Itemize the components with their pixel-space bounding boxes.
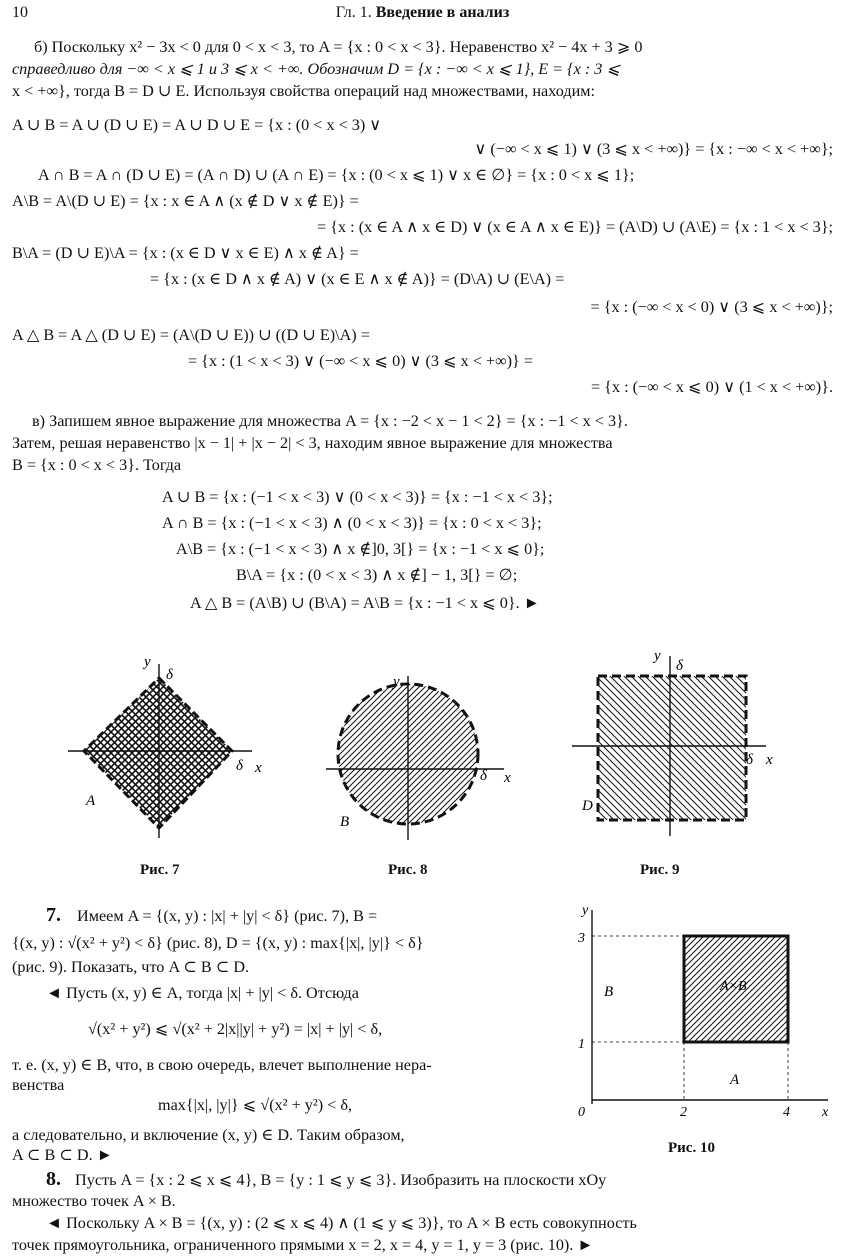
figure-caption: Рис. 10 xyxy=(668,1140,715,1156)
figure-7 xyxy=(62,648,282,848)
x-axis-label: x xyxy=(504,770,511,786)
text-line: справедливо для −∞ < x ⩽ 1 и 3 ⩽ x < +∞. Обозначим D = {x : −∞ < x ⩽ 1}, E = {x : 3 ⩽ xyxy=(12,60,621,78)
chapter-number: Гл. 1. xyxy=(335,4,372,21)
delta-label: δ xyxy=(166,667,173,683)
equation-line: A △ B = A △ (D ∪ E) = (A\(D ∪ E)) ∪ ((D ∪ E)\A) = xyxy=(12,326,370,344)
set-a-region xyxy=(84,678,232,828)
equation-line: A\B = {x : (−1 < x < 3) ∧ x ∉]0, 3[} = {x : −1 < x ⩽ 0}; xyxy=(176,540,545,558)
figure-caption: Рис. 7 xyxy=(140,862,180,878)
formula: max{|x|, |y|} ⩽ √(x² + y²) < δ, xyxy=(158,1096,352,1114)
equation-line: ∨ (−∞ < x ⩽ 1) ∨ (3 ⩽ x < +∞)} = {x : −∞ < x < +∞}; xyxy=(474,140,833,158)
text-line: x < +∞}, тогда B = D ∪ E. Используя свойства операций над множествами, находим: xyxy=(12,82,595,100)
figure-8 xyxy=(320,666,520,846)
equation-line: = {x : (x ∈ D ∧ x ∉ A) ∨ (x ∈ E ∧ x ∉ A)} = (D\A) ∪ (E\A) = xyxy=(150,270,565,288)
figure-caption: Рис. 9 xyxy=(640,862,680,878)
set-label: A xyxy=(730,1072,740,1088)
text-line: множество точек A × B. xyxy=(12,1192,176,1210)
equation-line: = {x : (1 < x < 3) ∨ (−∞ < x ⩽ 0) ∨ (3 ⩽ x < +∞)} = xyxy=(188,352,534,370)
figure-10 xyxy=(568,904,836,1124)
problem-number: 7. xyxy=(46,904,61,926)
x-axis-label: x xyxy=(766,752,773,768)
running-header xyxy=(12,4,833,26)
text-line: венства xyxy=(12,1076,65,1094)
text-line: а следовательно, и включение (x, y) ∈ D. Таким образом, xyxy=(12,1126,405,1144)
tick-label: 3 xyxy=(578,931,585,946)
set-label: D xyxy=(582,798,593,814)
delta-label: δ xyxy=(480,768,487,784)
text-line: B = {x : 0 < x < 3}. Тогда xyxy=(12,456,182,474)
page-number: 10 xyxy=(12,4,28,21)
delta-label: δ xyxy=(676,658,683,674)
y-axis-label: y xyxy=(393,674,400,690)
text-line: б) Поскольку x² − 3x < 0 для 0 < x < 3, то A = {x : 0 < x < 3}. Неравенство x² − 4x + 3 ⩾ 0 xyxy=(34,38,643,56)
tick-label: 2 xyxy=(680,1105,687,1120)
chapter-title: Введение в анализ xyxy=(375,4,510,21)
figure-caption: Рис. 8 xyxy=(388,862,428,878)
tick-label: 1 xyxy=(578,1037,585,1052)
tick-label: 4 xyxy=(783,1105,790,1120)
delta-label: δ xyxy=(746,752,753,768)
equation-line: A ∩ B = A ∩ (D ∪ E) = (A ∩ D) ∪ (A ∩ E) = {x : (0 < x ⩽ 1) ∨ x ∈ ∅} = {x : 0 < x ⩽ 1}; xyxy=(38,166,635,184)
equation-line: A ∩ B = {x : (−1 < x < 3) ∧ (0 < x < 3)} = {x : 0 < x < 3}; xyxy=(162,514,542,532)
equation-line: = {x : (−∞ < x < 0) ∨ (3 ⩽ x < +∞)}; xyxy=(590,298,833,316)
product-label: A×B xyxy=(720,979,747,994)
text-line: в) Запишем явное выражение для множества A = {x : −2 < x − 1 < 2} = {x : −1 < x < 3}. xyxy=(32,412,628,430)
tick-label: 0 xyxy=(578,1105,585,1120)
equation-line: = {x : (−∞ < x ⩽ 0) ∨ (1 < x < +∞)}. xyxy=(591,378,833,396)
text-line: A ⊂ B ⊂ D. ► xyxy=(12,1146,113,1164)
text-line: т. е. (x, y) ∈ B, что, в свою очередь, влечет выполнение нера- xyxy=(12,1056,432,1074)
problem-7-first-line xyxy=(46,906,377,926)
chapter-heading xyxy=(12,4,833,22)
delta-label: δ xyxy=(236,758,243,774)
y-axis-label: y xyxy=(144,654,151,670)
set-label: A xyxy=(86,793,96,809)
text-line: ◄ Пусть (x, y) ∈ A, тогда |x| + |y| < δ. Отсюда xyxy=(46,984,359,1002)
text-line: {(x, y) : √(x² + y²) < δ} (рис. 8), D = {(x, y) : max{|x|, |y|} < δ} xyxy=(12,934,424,952)
equation-line: A ∪ B = A ∪ (D ∪ E) = A ∪ D ∪ E = {x : (0 < x < 3) ∨ xyxy=(12,116,382,134)
y-axis-label: y xyxy=(582,904,589,918)
x-axis-label: x xyxy=(822,1105,829,1120)
equation-line: A △ B = (A\B) ∪ (B\A) = A\B = {x : −1 < x ⩽ 0}. ► xyxy=(190,594,540,612)
problem-number: 8. xyxy=(46,1168,61,1190)
equation-line: B\A = {x : (0 < x < 3) ∧ x ∉] − 1, 3[} = ∅; xyxy=(236,566,518,584)
equation-line: B\A = (D ∪ E)\A = {x : (x ∈ D ∨ x ∈ E) ∧ x ∉ A} = xyxy=(12,244,359,262)
text-line: ◄ Поскольку A × B = {(x, y) : (2 ⩽ x ⩽ 4) ∧ (1 ⩽ y ⩽ 3)}, то A × B есть совокупность xyxy=(46,1214,637,1232)
text-line: (рис. 9). Показать, что A ⊂ B ⊂ D. xyxy=(12,958,250,976)
text-line: Пусть A = {x : 2 ⩽ x ⩽ 4}, B = {y : 1 ⩽ y ⩽ 3}. Изобразить на плоскости xOy xyxy=(75,1171,607,1189)
text-line: Затем, решая неравенство |x − 1| + |x − 2| < 3, находим явное выражение для множества xyxy=(12,434,613,452)
x-axis-label: x xyxy=(255,760,262,776)
formula: √(x² + y²) ⩽ √(x² + 2|x||y| + y²) = |x| + |y| < δ, xyxy=(88,1020,383,1038)
figure-9 xyxy=(566,646,786,846)
equation-line: A\B = A\(D ∪ E) = {x : x ∈ A ∧ (x ∉ D ∨ x ∉ E)} = xyxy=(12,192,359,210)
text-line: точек прямоугольника, ограниченного прямыми x = 2, x = 4, y = 1, y = 3 (рис. 10). ► xyxy=(12,1236,594,1254)
text-line: Имеем A = {(x, y) : |x| + |y| < δ} (рис. 7), B = xyxy=(77,907,378,925)
equation-line: A ∪ B = {x : (−1 < x < 3) ∨ (0 < x < 3)} = {x : −1 < x < 3}; xyxy=(162,488,553,506)
y-axis-label: y xyxy=(654,648,661,664)
set-d-region xyxy=(598,676,746,820)
equation-line: = {x : (x ∈ A ∧ x ∈ D) ∨ (x ∈ A ∧ x ∈ E)} = (A\D) ∪ (A\E) = {x : 1 < x < 3}; xyxy=(317,218,833,236)
set-label: B xyxy=(604,984,614,1000)
set-label: B xyxy=(340,814,350,830)
problem-8-first-line xyxy=(46,1170,833,1190)
